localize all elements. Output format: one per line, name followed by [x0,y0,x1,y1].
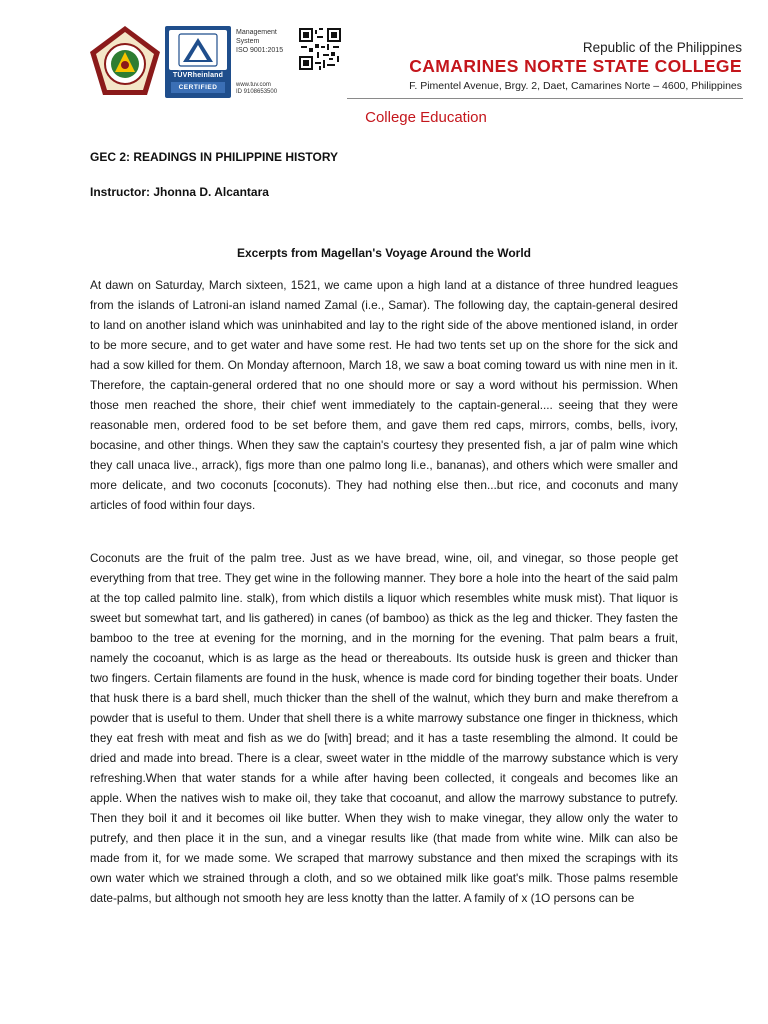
tuv-triangle-icon [169,30,227,70]
course-title: GEC 2: READINGS IN PHILIPPINE HISTORY [90,150,339,164]
management-line: Management [236,29,277,36]
tuv-logo-panel [169,30,227,70]
republic-heading: Republic of the Philippines [582,40,742,55]
tuv-brand-name: TÜVRheinland [172,72,224,79]
header-divider [347,98,743,99]
body-paragraph: At dawn on Saturday, March sixteen, 1521, we came upon a high land at a distance of three hundred leagues from the islands of Latroni-an island named Zamal (i.e., Samar). The following day, the captain-general desired to land on another island which was uninhabited and lay to the right side of the above mentioned island, in order to be more secure, and to get water and have some rest. He had two tents set up on the shore for the sick and had a sow killed for them. On Monday afternoon, March 18, we saw a boat coming toward us with nine men in it. Therefore, the captain-general ordered that no one should more or say a word without his permission. When those men reached the shore, their chief went immediately to the captain-general.... seeing that they were reasonable men, ordered food to be set before them, and gave them red caps, mirrors, combs, bells, ivory, bocasine, and other things. When they saw the captain's courtesy they presented fish, a jar of palm wine which they call unaca live., arrack), figs more than one palmo long li.e., bananas), and others which were smaller and more delicate, and two coconuts [coconuts). They had nothing else then...but rice, and coconuts and many articles of food within four days. [90,278,678,512]
certification-url [236,82,306,96]
tuv-certified-badge [165,26,231,98]
instructor-name: Instructor: Jhonna D. Alcantara [90,185,269,199]
excerpt-title: Excerpts from Magellan's Voyage Around the World [236,246,532,260]
management-system-text [236,28,296,55]
department-title: College Education [365,109,487,126]
college-seal-logo [88,24,162,98]
certified-label: CERTIFIED [171,82,225,93]
college-address: F. Pimentel Avenue, Brgy. 2, Daet, Camarines Norte – 4600, Philippines [409,80,742,92]
iso-standard-line: ISO 9001:2015 [236,47,284,54]
tuv-id: ID 9108653500 [236,89,278,95]
system-line: System [236,38,260,45]
qr-code-icon [299,28,341,70]
management-system-box [233,26,343,98]
tuv-url: www.tuv.com [236,82,271,88]
college-name: CAMARINES NORTE STATE COLLEGE [409,56,742,76]
body-paragraph: Coconuts are the fruit of the palm tree. Just as we have bread, wine, oil, and vinegar, so those people get everything from that tree. They get wine in the following manner. They bore a hole into the heart of the said palm at the top called palmito line. stalk), from which distils a liquor which resembles white musk mist). That liquor is sweet but somewhat tart, and lis gathered) in canes (of bamboo) as thick as the leg and thicker. They fasten the bamboo to the tree at evening for the morning, and in the morning for the evening. That palm bears a fruit, namely the cocoanut, which is as large as the head or thereabouts. Its outside husk is green and thicker than two fingers. Certain filaments are found in the husk, whence is made cord for binding together their boats. Under that husk there is a bard shell, much thicker than the shell of the walnut, which they burn and make therefrom a powder that is useful to them. Under that shell there is a white marrowy substance one finger in thickness, which they eat fresh with meat and fish as we do [with] bread; and it has a taste resembling the almond. It could be dried and made into bread. There is a clear, sweet water in tthe middle of the marrowy substance which is very refreshing.When that water stands for a while after having been collected, it congeals and becomes like an apple. When the natives wish to make oil, they take that cocoanut, and allow the marrowy substance to putrefy. Then they boil it and it becomes oil like butter. When they wish to make vinegar, they allow only the water to putrefy, and then place it in the sun, and a vinegar results like (that made from white wine. Milk can also be made from it, for we made some. We scraped that marrowy substance and then mixed the scrapings with its own water which we strained through a cloth, and so we obtained milk like goat's milk. Those palms resemble date-palms, but although not smooth hey are less knotty than the latter. A family of x (1O persons can be [90,551,678,905]
